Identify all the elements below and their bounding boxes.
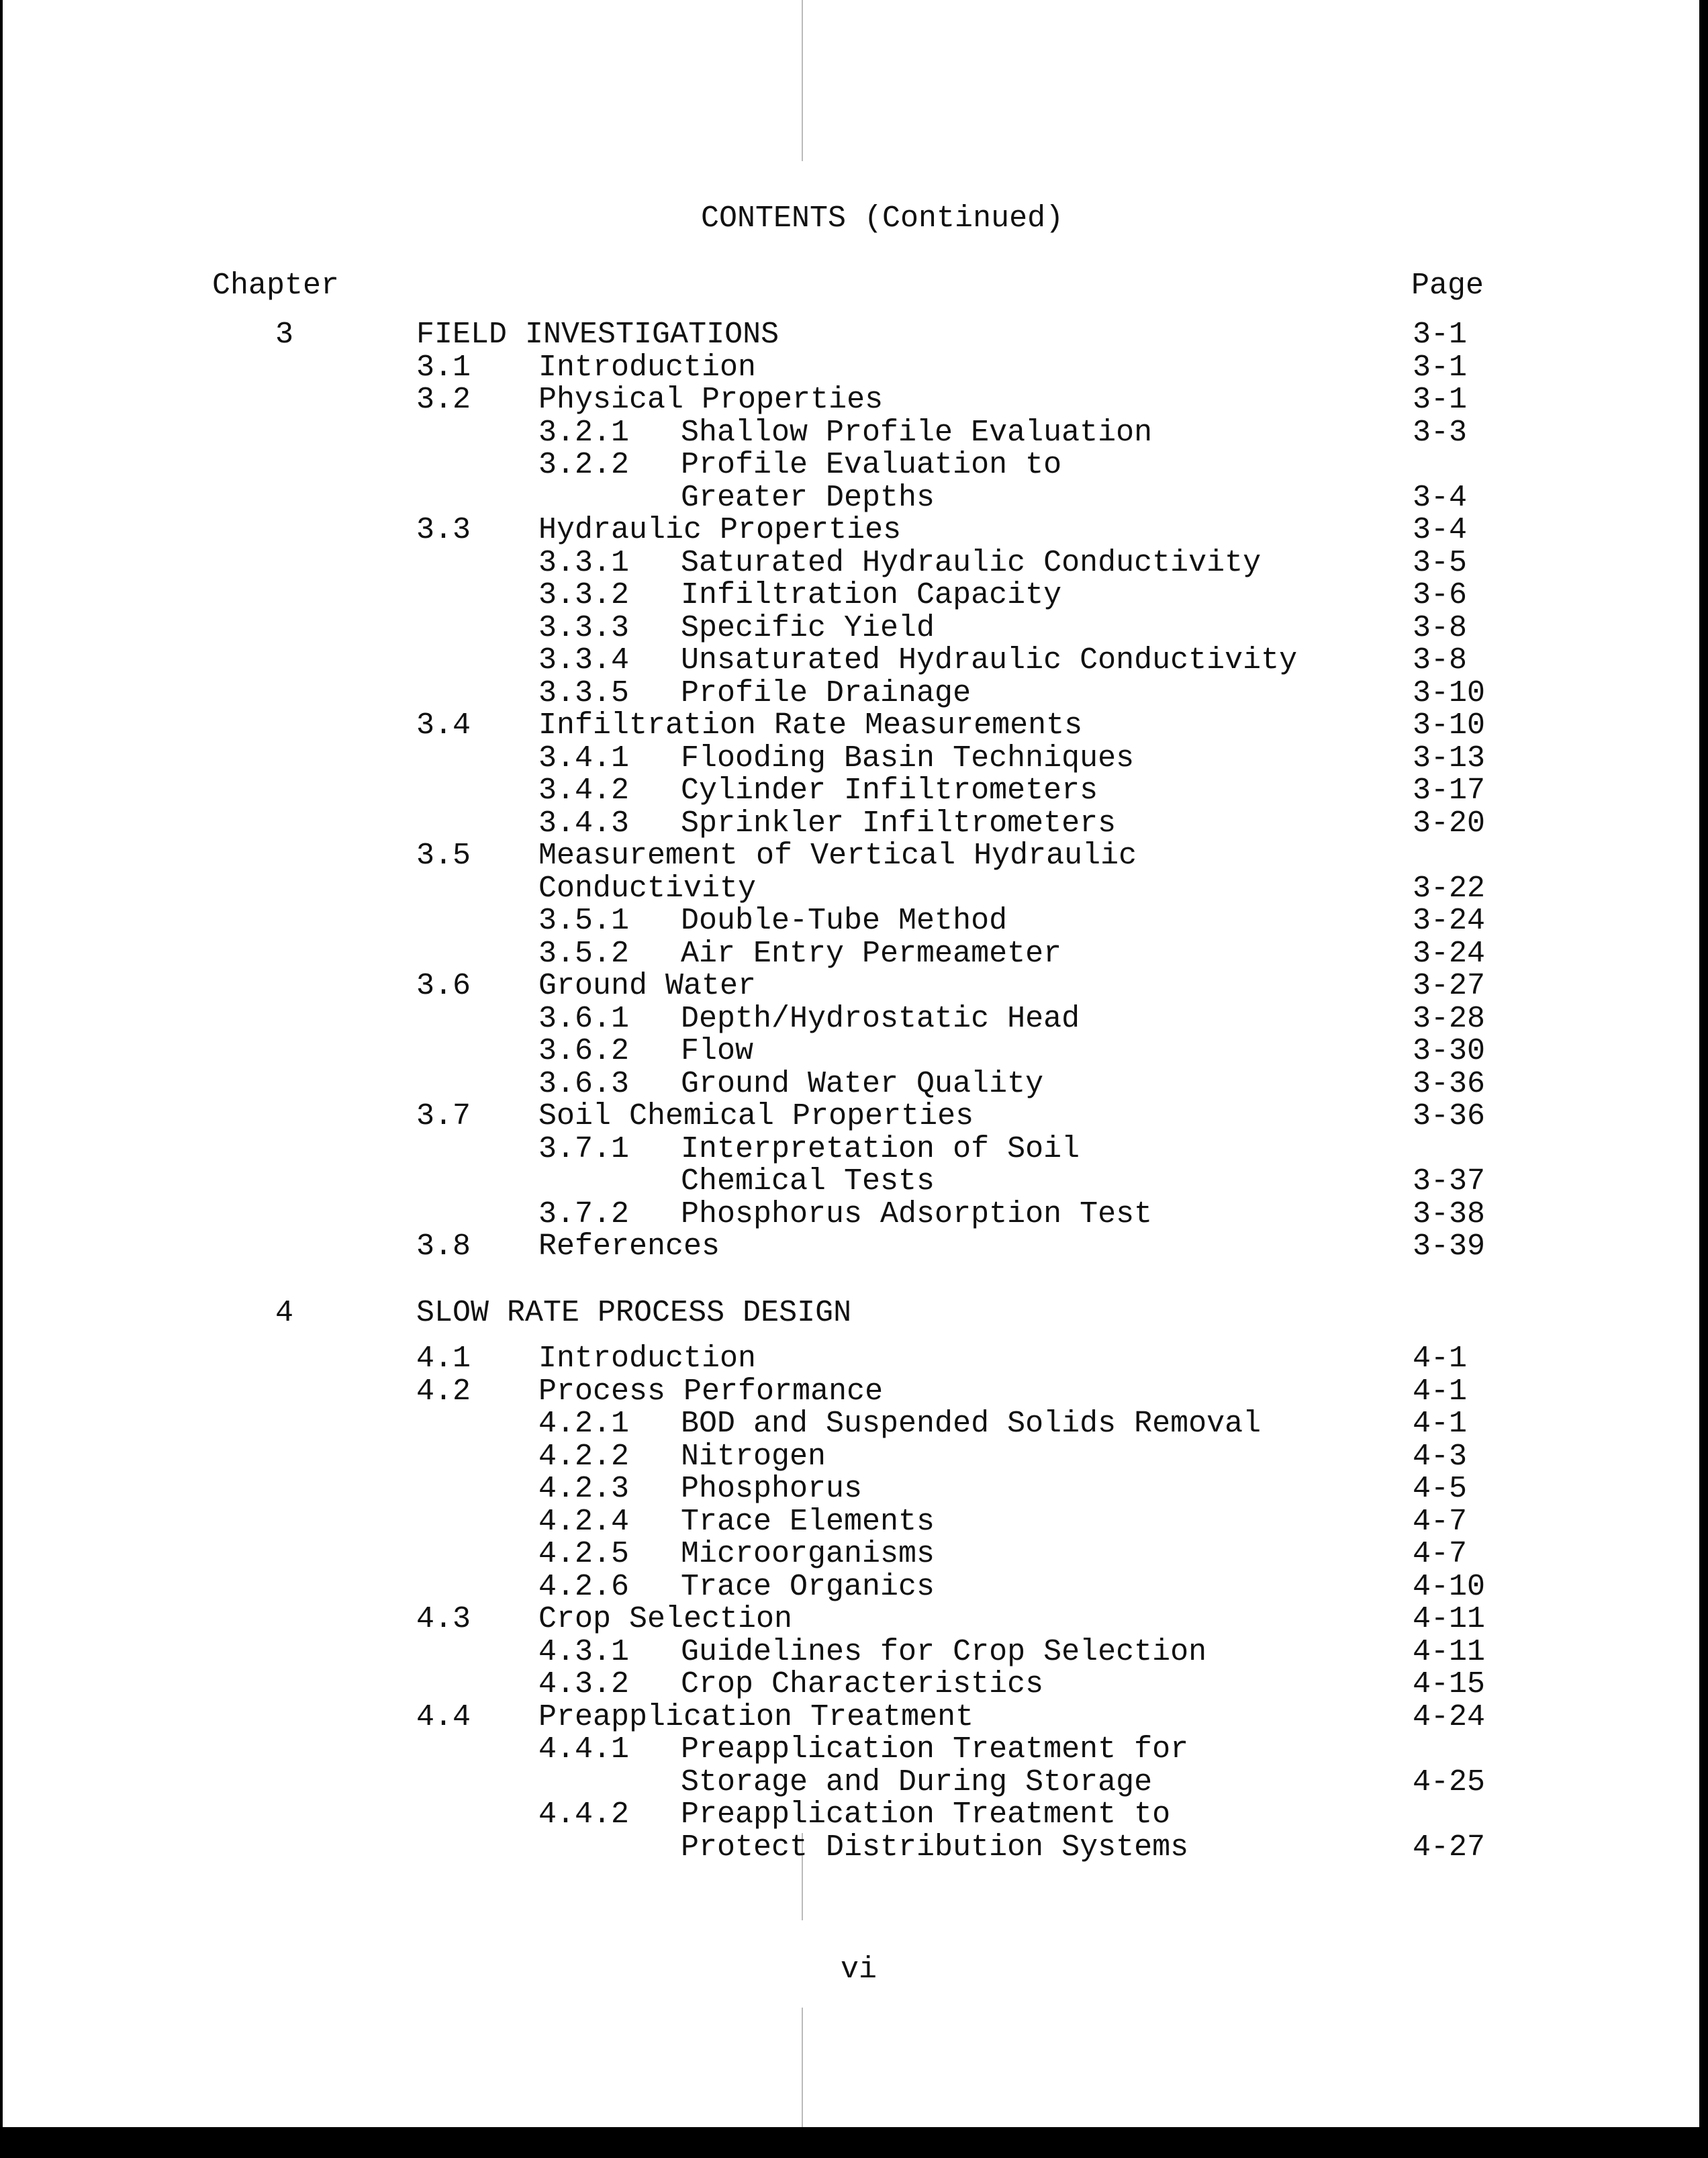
toc-subsection-number: 4.2.4: [538, 1505, 630, 1539]
toc-subsection-title: Greater Depths: [681, 481, 935, 515]
toc-row: [3, 710, 1699, 742]
toc-page-number: 3-6: [1413, 578, 1468, 612]
toc-row: [3, 645, 1699, 677]
toc-row: [3, 1297, 1699, 1329]
toc-section-title: Conductivity: [538, 872, 757, 906]
toc-row: [3, 1767, 1699, 1799]
toc-subsection-title: Cylinder Infiltrometers: [681, 773, 1098, 808]
toc-page-number: 4-7: [1413, 1537, 1468, 1571]
toc-subsection-title: Storage and During Storage: [681, 1765, 1153, 1799]
toc-subsection-number: 4.4.1: [538, 1732, 630, 1767]
toc-row: [3, 1343, 1699, 1375]
toc-section-title: Ground Water: [538, 969, 757, 1003]
toc-section-title: Physical Properties: [538, 383, 884, 417]
toc-row: [3, 1376, 1699, 1408]
toc-subsection-number: 3.3.4: [538, 643, 630, 677]
toc-page-number: 3-27: [1413, 969, 1486, 1003]
toc-row: [3, 1603, 1699, 1636]
page-column-header: Page: [1411, 269, 1484, 303]
toc-row: [3, 612, 1699, 645]
toc-subsection-title: Sprinkler Infiltrometers: [681, 806, 1117, 841]
toc-section-number: 3.7: [416, 1099, 471, 1133]
toc-section-number: 3.3: [416, 513, 471, 547]
toc-page-number: 3-1: [1413, 318, 1468, 352]
toc-row: [3, 970, 1699, 1002]
toc-row: [3, 1832, 1699, 1864]
toc-row: [3, 482, 1699, 514]
toc-page-number: 4-1: [1413, 1342, 1468, 1376]
toc-page-number: 3-28: [1413, 1002, 1486, 1036]
toc-subsection-title: Double-Tube Method: [681, 904, 1008, 938]
toc-row: [3, 1701, 1699, 1734]
toc-row: [3, 938, 1699, 970]
toc-page-number: 3-8: [1413, 611, 1468, 645]
toc-subsection-number: 4.4.2: [538, 1797, 630, 1832]
toc-row: [3, 677, 1699, 710]
toc-section-number: 3.4: [416, 708, 471, 743]
toc-section-title: Preapplication Treatment: [538, 1700, 974, 1734]
toc-page-number: 3-8: [1413, 643, 1468, 677]
toc-subsection-title: Trace Organics: [681, 1570, 935, 1604]
toc-section-title: Soil Chemical Properties: [538, 1099, 974, 1133]
toc-row: [3, 1408, 1699, 1440]
toc-subsection-number: 3.6.1: [538, 1002, 630, 1036]
toc-subsection-title: Saturated Hydraulic Conductivity: [681, 546, 1262, 580]
toc-page-number: 3-4: [1413, 481, 1468, 515]
toc-subsection-title: Preapplication Treatment for: [681, 1732, 1189, 1767]
toc-subsection-title: Unsaturated Hydraulic Conductivity: [681, 643, 1298, 677]
toc-subsection-number: 4.2.6: [538, 1570, 630, 1604]
toc-subsection-number: 3.4.3: [538, 806, 630, 841]
toc-subsection-number: 3.5.1: [538, 904, 630, 938]
toc-page-number: 4-1: [1413, 1407, 1468, 1441]
toc-row: [3, 547, 1699, 579]
toc-row: [3, 384, 1699, 416]
toc-row: [3, 1035, 1699, 1068]
toc-row: [3, 579, 1699, 612]
toc-row: [3, 1799, 1699, 1831]
toc-section-title: References: [538, 1229, 720, 1264]
toc-row: [3, 417, 1699, 449]
toc-row: [3, 873, 1699, 905]
toc-page-number: 3-37: [1413, 1164, 1486, 1199]
toc-page-number: 4-15: [1413, 1667, 1486, 1701]
toc-row: [3, 1231, 1699, 1263]
toc-section-title: Introduction: [538, 1342, 757, 1376]
toc-page-number: 3-36: [1413, 1099, 1486, 1133]
toc-page-number: 3-24: [1413, 904, 1486, 938]
toc-page-number: 4-10: [1413, 1570, 1486, 1604]
toc-section-number: 3.6: [416, 969, 471, 1003]
toc-subsection-title: Preapplication Treatment to: [681, 1797, 1171, 1832]
toc-page-number: 3-4: [1413, 513, 1468, 547]
toc-row: [3, 1538, 1699, 1570]
page-title: CONTENTS (Continued): [701, 201, 1064, 236]
toc-row: [3, 1100, 1699, 1133]
toc-row: [3, 1068, 1699, 1100]
toc-subsection-number: 4.3.1: [538, 1635, 630, 1669]
toc-row: [3, 449, 1699, 481]
toc-subsection-title: Infiltration Capacity: [681, 578, 1062, 612]
scan-border: [0, 2127, 1708, 2158]
toc-subsection-number: 3.6.3: [538, 1067, 630, 1101]
toc-page-number: 4-11: [1413, 1602, 1486, 1636]
toc-subsection-number: 4.2.5: [538, 1537, 630, 1571]
toc-row: [3, 1441, 1699, 1473]
toc-subsection-title: Flooding Basin Techniques: [681, 741, 1135, 776]
toc-section-title: Measurement of Vertical Hydraulic: [538, 839, 1137, 873]
toc-row: [3, 1473, 1699, 1505]
toc-page-number: 4-5: [1413, 1472, 1468, 1506]
fold-line-top: [802, 0, 803, 161]
toc-page-number: 4-24: [1413, 1700, 1486, 1734]
toc-subsection-number: 3.2.2: [538, 448, 630, 482]
fold-line-footer: [802, 2008, 803, 2127]
toc-row: [3, 1166, 1699, 1198]
toc-section-number: SLOW RATE PROCESS DESIGN: [416, 1296, 852, 1330]
toc-row: [3, 808, 1699, 840]
toc-row: [3, 1003, 1699, 1035]
toc-subsection-title: Chemical Tests: [681, 1164, 935, 1199]
toc-section-number: 3.8: [416, 1229, 471, 1264]
toc-section-number: 3.2: [416, 383, 471, 417]
toc-subsection-title: Trace Elements: [681, 1505, 935, 1539]
toc-subsection-number: 4.2.2: [538, 1440, 630, 1474]
toc-subsection-title: Air Entry Permeameter: [681, 937, 1062, 971]
toc-row: [3, 905, 1699, 937]
toc-chapter-number: 4: [275, 1296, 294, 1330]
toc-row: [3, 1636, 1699, 1669]
toc-page-number: 4-11: [1413, 1635, 1486, 1669]
page-number: vi: [841, 1953, 877, 1987]
toc-page-number: 3-1: [1413, 350, 1468, 385]
toc-row: [3, 743, 1699, 775]
toc-subsection-number: 3.3.3: [538, 611, 630, 645]
toc-section-title: Hydraulic Properties: [538, 513, 902, 547]
toc-subsection-number: 3.7.2: [538, 1197, 630, 1231]
toc-page-number: 3-30: [1413, 1034, 1486, 1068]
toc-subsection-number: 3.2.1: [538, 416, 630, 450]
toc-page-number: 3-39: [1413, 1229, 1486, 1264]
toc-section-number: 4.3: [416, 1602, 471, 1636]
toc-page-number: 3-10: [1413, 708, 1486, 743]
toc-subsection-title: Crop Characteristics: [681, 1667, 1044, 1701]
toc-subsection-number: 3.6.2: [538, 1034, 630, 1068]
toc-row: [3, 1133, 1699, 1166]
toc-row: [3, 1669, 1699, 1701]
toc-subsection-number: 3.4.2: [538, 773, 630, 808]
toc-page-number: 3-13: [1413, 741, 1486, 776]
chapter-column-header: Chapter: [212, 269, 340, 303]
toc-subsection-number: 4.2.3: [538, 1472, 630, 1506]
document-page: [3, 0, 1699, 2127]
toc-subsection-title: BOD and Suspended Solids Removal: [681, 1407, 1262, 1441]
toc-section-title: Crop Selection: [538, 1602, 793, 1636]
toc-section-number: 4.4: [416, 1700, 471, 1734]
toc-subsection-title: Microorganisms: [681, 1537, 935, 1571]
toc-subsection-number: 4.2.1: [538, 1407, 630, 1441]
toc-page-number: 3-20: [1413, 806, 1486, 841]
toc-page-number: 4-7: [1413, 1505, 1468, 1539]
toc-section-title: FIELD INVESTIGATIONS: [416, 318, 779, 352]
toc-page-number: 3-36: [1413, 1067, 1486, 1101]
toc-subsection-number: 3.3.1: [538, 546, 630, 580]
toc-subsection-number: 3.7.1: [538, 1132, 630, 1166]
toc-section-number: 3.1: [416, 350, 471, 385]
toc-page-number: 4-1: [1413, 1374, 1468, 1409]
toc-page-number: 3-3: [1413, 416, 1468, 450]
toc-page-number: 3-5: [1413, 546, 1468, 580]
toc-subsection-title: Guidelines for Crop Selection: [681, 1635, 1207, 1669]
toc-row: [3, 840, 1699, 872]
toc-section-title: Introduction: [538, 350, 757, 385]
toc-subsection-title: Nitrogen: [681, 1440, 826, 1474]
toc-section-title: Process Performance: [538, 1374, 884, 1409]
toc-page-number: 3-17: [1413, 773, 1486, 808]
toc-row: [3, 1506, 1699, 1538]
toc-subsection-number: 3.5.2: [538, 937, 630, 971]
toc-page-number: 3-24: [1413, 937, 1486, 971]
toc-chapter-number: 3: [275, 318, 294, 352]
toc-subsection-title: Shallow Profile Evaluation: [681, 416, 1153, 450]
toc-subsection-number: 3.3.5: [538, 676, 630, 710]
toc-section-title: Infiltration Rate Measurements: [538, 708, 1083, 743]
toc-section-number: 4.1: [416, 1342, 471, 1376]
toc-subsection-number: 3.3.2: [538, 578, 630, 612]
toc-subsection-title: Depth/Hydrostatic Head: [681, 1002, 1080, 1036]
toc-subsection-number: 4.3.2: [538, 1667, 630, 1701]
toc-subsection-title: Profile Drainage: [681, 676, 971, 710]
toc-subsection-number: 3.4.1: [538, 741, 630, 776]
toc-row: [3, 1734, 1699, 1766]
toc-row: [3, 514, 1699, 547]
toc-subsection-title: Interpretation of Soil: [681, 1132, 1080, 1166]
toc-row: [3, 775, 1699, 807]
toc-row: [3, 1199, 1699, 1231]
toc-row: [3, 1571, 1699, 1603]
toc-subsection-title: Profile Evaluation to: [681, 448, 1062, 482]
toc-page-number: 4-27: [1413, 1830, 1486, 1865]
toc-page-number: 3-10: [1413, 676, 1486, 710]
toc-subsection-title: Ground Water Quality: [681, 1067, 1044, 1101]
toc-page-number: 3-1: [1413, 383, 1468, 417]
toc-row: [3, 319, 1699, 351]
toc-subsection-title: Phosphorus: [681, 1472, 863, 1506]
toc-row: [3, 352, 1699, 384]
toc-subsection-title: Protect Distribution Systems: [681, 1830, 1189, 1865]
toc-page-number: 3-22: [1413, 872, 1486, 906]
toc-subsection-title: Specific Yield: [681, 611, 935, 645]
toc-subsection-title: Phosphorus Adsorption Test: [681, 1197, 1153, 1231]
toc-section-number: 3.5: [416, 839, 471, 873]
toc-section-number: 4.2: [416, 1374, 471, 1409]
toc-subsection-title: Flow: [681, 1034, 754, 1068]
toc-page-number: 4-3: [1413, 1440, 1468, 1474]
toc-page-number: 4-25: [1413, 1765, 1486, 1799]
toc-page-number: 3-38: [1413, 1197, 1486, 1231]
